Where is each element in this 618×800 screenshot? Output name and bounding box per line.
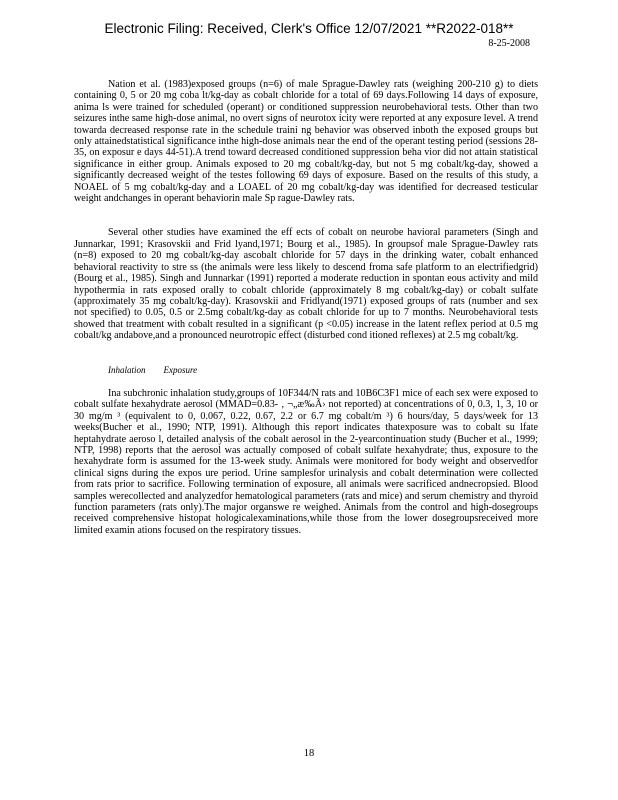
page-number: 18 [303,748,315,759]
electronic-filing-header: Electronic Filing: Received, Clerk's Office 12/07/2021 **R2022-018** [104,21,514,36]
heading-word-inhalation: Inhalation [108,364,146,375]
document-body [74,79,538,536]
paragraph-other-studies: Several other studies have examined the eff ects of cobalt on neurobe havioral parameters (Singh and Junnarkar, 1991; Krasovskii and Frid lyand,1971; Bourg et al., 1985). In groupsof male Sprague-Dawley rats (n=8) exposed to 20 mg cobalt/kg-day ascobalt chloride for 57 days in the drinking water, cobalt enhanced behavioral reactivity to stre ss (the animals were less likely to descend froma safe platform to an electrifiedgrid) (Bourg et al., 1985). Singh and Junnarkar (1991) reported a moderate reduction in spontan eous activity and mild hypothermia in rats exposed orally to cobalt chloride (approximately 8 mg cobalt/kg-day) or cobalt sulfate (approximately 35 mg cobalt/kg-day). Krasovskii and Fridlyand(1971) exposed groups of rats (number and sex not specified) to 0.05, 0.5 or 2.5mg cobalt/kg-day as cobalt chloride for up to 7 months. Neurobehavioral tests showed that treatment with cobalt resulted in a significant (p <0.05) increase in the latent reflex period at 0.5 mg cobalt/kg andabove,and a pronounced neurotropic effect (disturbed cond itioned reflexes) at 2.5 mg cobalt/kg. [74,227,538,342]
section-heading-inhalation-exposure [74,365,538,376]
paragraph-subchronic-inhalation: Ina subchronic inhalation study,groups of 10F344/N rats and 10B6C3F1 mice of each sex were exposed to cobalt sulfate hexahydrate aerosol (MMAD=0.83- ‚ ¬„æ‰Ã› not reported) at concentrations of 0, 0.3, 1, 3, 10 or 30 mg/m ³ (equivalent to 0, 0.067, 0.22, 0.67, 2.2 or 6.7 mg cobalt/m ³) 6 hours/day, 5 days/week for 13 weeks(Bucher et al., 1990; NTP, 1991). Although this report indicates thatexposure was to cobalt su lfate heptahydrate aeroso l, detailed analysis of the cobalt aerosol in the 2-yearcontinuation study (Bucher et al., 1999; NTP, 1998) reports that the aerosol was actually composed of cobalt sulfate hexahydrate; thus, exposure to the hexahydrate form is assumed for the 13-week study. Animals were monitored for body weight and observedfor clinical signs during the expos ure period. Urine samplesfor urinalysis and cobalt determination were collected from rats prior to sacrifice. Following termination of exposure, all animals were sacrificed andnecropsied. Blood samples werecollected and analyzedfor hematological parameters (rats and mice) and serum chemistry and thyroid function parameters (rats only).The major organswe re weighed. Animals from the control and high-dosegroups received comprehensive histopat hologicalexaminations,while those from the lower dosegroupsreceived more limited examin ations focused on the respiratory tissues. [74,387,538,536]
paragraph-nation-study: Nation et al. (1983)exposed groups (n=6) of male Sprague-Dawley rats (weighing 200-210 g) to diets containing 0, 5 or 20 mg coba lt/kg-day as cobalt chloride for a total of 69 days.Following 14 days of exposure, anima ls were trained for scheduled (operant) or conditioned suppression neurobehavioral tests. Other than two seizures inthe same high-dose animal, no overt signs of neurotox icity were reported at any exposure level. A trend towarda decreased response rate in the schedule traini ng behavior was observed inboth the exposed groups but only attainedstatistical significance inthe high-dose animals near the end of the operant testing period (sessions 28-35, on exposur e days 44-51).A trend toward decreased conditioned suppression beha vior did not attain statistical significance in either group. Animals exposed to 20 mg cobalt/kg-day, but not 5 mg cobalt/kg-day, showed a significantly decreased weight of the testes following 69 days of exposure. Based on the results of this study, a NOAEL of 5 mg cobalt/kg-day and a LOAEL of 20 mg cobalt/kg-day was identified for decreased testicular weight andchanges in operant behaviorin male Sp rague-Dawley rats. [74,79,538,205]
document-date: 8-25-2008 [488,38,530,49]
heading-word-exposure: Exposure [163,364,198,375]
